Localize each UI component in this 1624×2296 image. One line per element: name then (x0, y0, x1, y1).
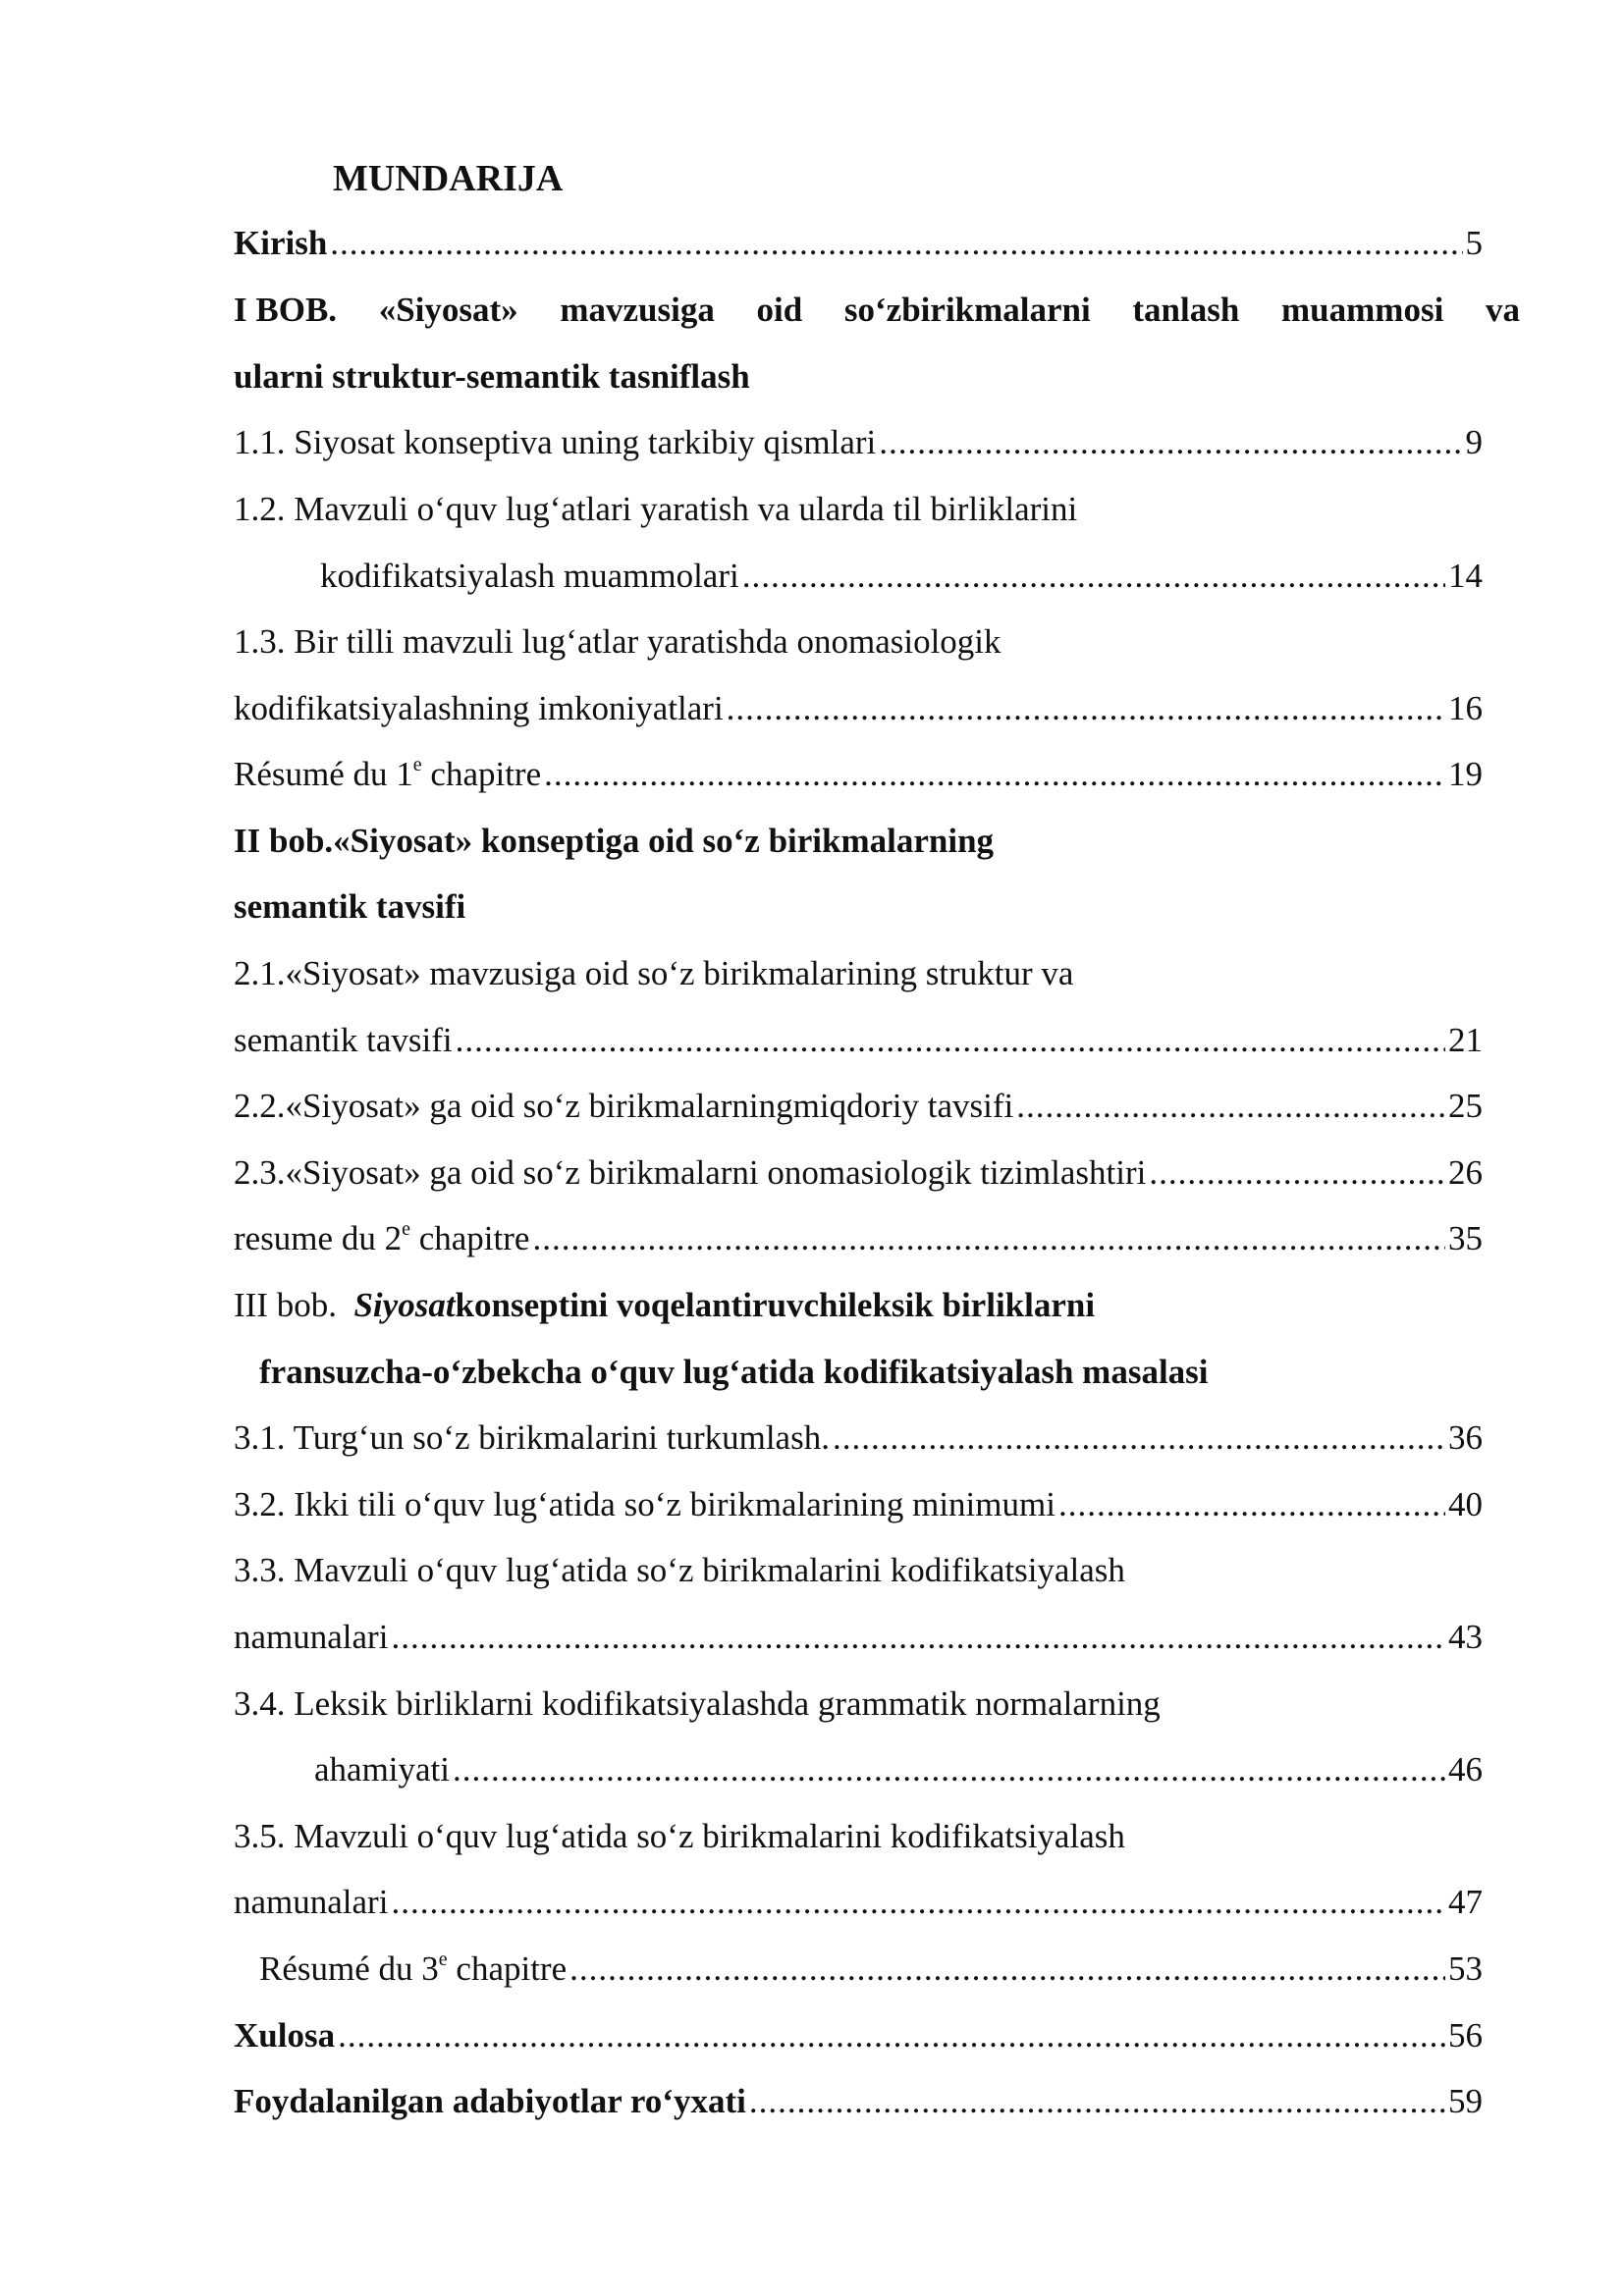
toc-entry-3-5-line1: 3.5. Mavzuli o‘quv lug‘atida so‘z birikmalarini kodifikatsiyalash (234, 1817, 1125, 1855)
toc-entry-3-2: 3.2. Ikki tili o‘quv lug‘atida so‘z birikmalarining minimumi ..... 40 (234, 1479, 1483, 1530)
chapter-2-heading-line2: semantik tavsifi (234, 887, 466, 926)
toc-entry-resume-1: Résumé du 1e chapitre ..... 19 (234, 749, 1483, 800)
toc-entry-3-4: ahamiyati ..... 46 (314, 1744, 1483, 1795)
toc-entry-3-1: 3.1. Turg‘un so‘z birikmalarini turkumlash. ..... 36 (234, 1413, 1483, 1464)
toc-entry-1-3: kodifikatsiyalashning imkoniyatlari ..... 16 (234, 683, 1483, 734)
chapter-3-heading-line2: fransuzcha-o‘zbekcha o‘quv lug‘atida kodifikatsiyalash masalasi (259, 1353, 1209, 1391)
toc-entry-2-1-line1: 2.1.«Siyosat» mavzusiga oid so‘z birikmalarining struktur va (234, 954, 1074, 992)
toc-entry-3-4-line1: 3.4. Leksik birliklarni kodifikatsiyalashda grammatik normalarning (234, 1684, 1161, 1723)
chapter-3-heading-line1: III bob. Siyosatkonseptini voqelantiruvchileksik birliklarni (234, 1286, 1096, 1324)
toc-entry-3-3-line1: 3.3. Mavzuli o‘quv lug‘atida so‘z birikmalarini kodifikatsiyalash (234, 1551, 1125, 1589)
chapter-2-heading-line1: II bob.«Siyosat» konseptiga oid so‘z birikmalarning (234, 822, 995, 860)
chapter-1-heading-line2: ularni struktur-semantik tasniflash (234, 357, 750, 396)
toc-entry-1-1: 1.1. Siyosat konseptiva uning tarkibiy qismlari ..... 9 (234, 417, 1483, 468)
toc-entry-2-3: 2.3.«Siyosat» ga oid so‘z birikmalarni onomasiologik tizimlashtiri ..... 26 (234, 1148, 1483, 1199)
toc-entry-2-2: 2.2.«Siyosat» ga oid so‘z birikmalarningmiqdoriy tavsifi ..... 25 (234, 1081, 1483, 1132)
toc-entry-resume-3: Résumé du 3e chapitre ..... 53 (259, 1944, 1483, 1995)
page-title: MUNDARIJA (333, 158, 564, 199)
toc-entry-1-2-line1: 1.2. Mavzuli o‘quv lug‘atlari yaratish va ularda til birliklarini (234, 490, 1078, 528)
toc-entry-kirish: Kirish ..... 5 (234, 218, 1483, 269)
toc-entry-1-3-line1: 1.3. Bir tilli mavzuli lug‘atlar yaratishda onomasiologik (234, 622, 1001, 661)
toc-entry-3-5: namunalari ..... 47 (234, 1877, 1483, 1928)
toc-entry-3-3: namunalari ..... 43 (234, 1612, 1483, 1663)
toc-entry-adabiyotlar: Foydalanilgan adabiyotlar ro‘yxati ..... 59 (234, 2076, 1483, 2127)
toc-entry-2-1: semantik tavsifi ..... 21 (234, 1015, 1483, 1066)
toc-entry-resume-2: resume du 2e chapitre ..... 35 (234, 1213, 1483, 1264)
chapter-1-heading-line1: I BOB. «Siyosat» mavzusiga oid so‘zbirikmalarni tanlash muammosi va (234, 291, 1520, 329)
toc-entry-1-2: kodifikatsiyalash muammolari ..... 14 (320, 551, 1483, 602)
toc-entry-xulosa: Xulosa ..... 56 (234, 2010, 1483, 2061)
